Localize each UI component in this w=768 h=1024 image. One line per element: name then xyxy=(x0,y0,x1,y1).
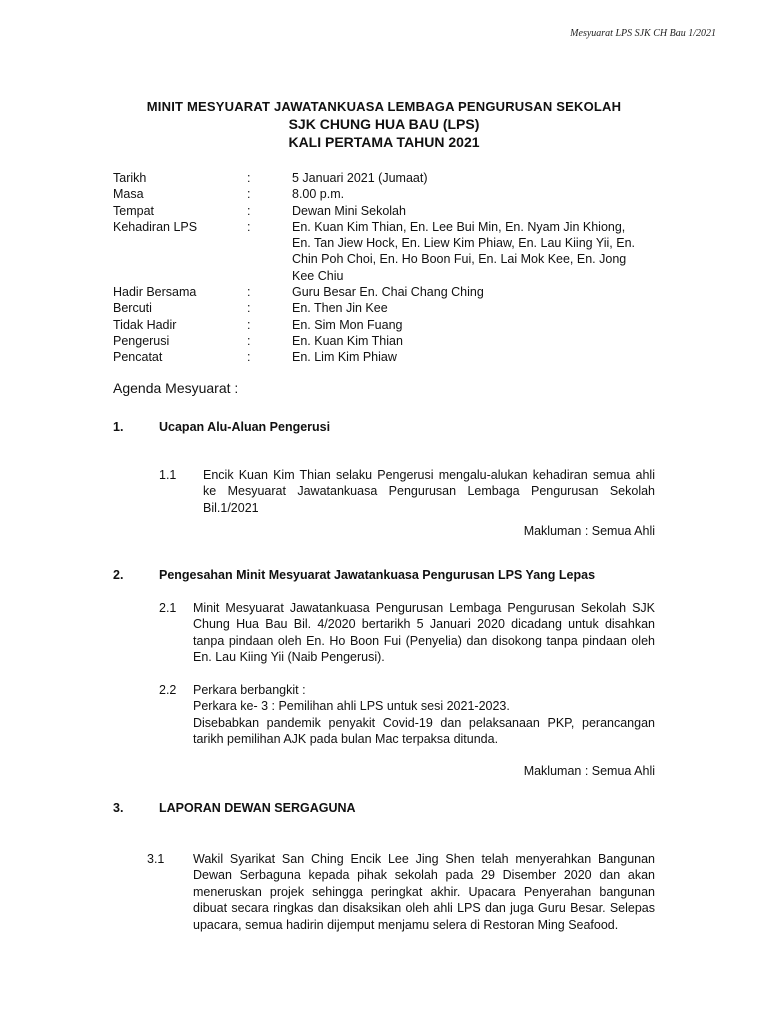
section-heading-1 xyxy=(113,420,330,434)
item-2-2-line-2: Perkara ke- 3 : Pemilihan ahli LPS untuk sesi 2021-2023. xyxy=(193,699,510,714)
info-value: En. Kuan Kim Thian xyxy=(292,333,403,348)
info-value: 8.00 p.m. xyxy=(292,187,345,202)
item-2-2-line-1: Perkara berbangkit : xyxy=(193,683,306,697)
info-row-bercuti xyxy=(113,300,642,316)
section-number: 3. xyxy=(113,801,124,815)
info-label: Tidak Hadir xyxy=(113,317,177,332)
title-line-1: MINIT MESYUARAT JAWATANKUASA LEMBAGA PENGURUSAN SEKOLAH xyxy=(146,99,622,114)
info-colon: : xyxy=(247,350,251,365)
section-number: 2. xyxy=(113,568,124,582)
info-row-tempat xyxy=(113,203,642,219)
section-title: Pengesahan Minit Mesyuarat Jawatankuasa Pengurusan LPS Yang Lepas xyxy=(159,568,596,582)
info-colon: : xyxy=(247,301,251,316)
makluman-note: Makluman : Semua Ahli xyxy=(523,764,655,778)
item-3-1-text: Wakil Syarikat San Ching Encik Lee Jing Shen telah menyerahkan Bangunan Dewan Serbaguna kepada pihak sekolah pada 29 Disember 2020 dan akan meneruskan projek sehingga peringkat akhir. Upacara Penyerahan bangunan dibuat secara ringkas dan disaksikan oleh ahli LPS dan juga Guru Besar. Selepas upacara, semua hadirin dijemput menjamu selera di Restoran Ming Seafood. xyxy=(193,852,655,932)
info-row-kehadiran xyxy=(113,219,642,284)
section-number: 1. xyxy=(113,420,124,434)
info-colon: : xyxy=(247,187,251,202)
info-value: En. Sim Mon Fuang xyxy=(292,317,403,332)
item-2-1-text: Minit Mesyuarat Jawatankuasa Pengurusan Lembaga Pengurusan Sekolah SJK Chung Hua Bau Bil. 4/2020 bertarikh 5 Januari 2020 dicadang untuk disahkan tanpa pindaan oleh En. Ho Boon Fui (Penyelia) dan disokong tanpa pindaan oleh En. Lau Kiing Yii (Naib Pengerusi). xyxy=(193,601,655,665)
meeting-info xyxy=(113,170,642,366)
info-label: Kehadiran LPS xyxy=(113,219,198,234)
info-value: En. Then Jin Kee xyxy=(292,301,388,316)
item-number: 2.2 xyxy=(159,683,177,697)
info-row-pencatat xyxy=(113,349,642,365)
section-heading-2 xyxy=(113,568,595,582)
info-colon: : xyxy=(247,219,251,234)
item-1-1-text: Encik Kuan Kim Thian selaku Pengerusi mengalu-alukan kehadiran semua ahli ke Mesyuarat Jawatankuasa Pengurusan Lembaga Pengurusan Sekolah Bil.1/2021 xyxy=(203,468,655,515)
info-row-tidak-hadir xyxy=(113,317,642,333)
header-reference: Mesyuarat LPS SJK CH Bau 1/2021 xyxy=(570,28,716,39)
makluman-note: Makluman : Semua Ahli xyxy=(523,524,655,538)
info-colon: : xyxy=(247,285,251,300)
info-colon: : xyxy=(247,203,251,218)
info-colon: : xyxy=(247,171,251,185)
item-2-2-block xyxy=(193,682,655,748)
info-value: Dewan Mini Sekolah xyxy=(292,203,406,218)
title-line-3: KALI PERTAMA TAHUN 2021 xyxy=(288,134,480,150)
info-value: Guru Besar En. Chai Chang Ching xyxy=(292,285,484,300)
info-value: En. Kuan Kim Thian, En. Lee Bui Min, En. Nyam Jin Khiong, En. Tan Jiew Hock, En. Liew Kim Phiaw, En. Lau Kiing Yii, En. Chin Poh Choi, En. Ho Boon Fui, En. Lai Mok Kee, En. Jong Kee Chiu xyxy=(292,219,635,283)
info-value: En. Lim Kim Phiaw xyxy=(292,350,397,365)
agenda-heading: Agenda Mesyuarat : xyxy=(113,380,239,396)
item-2-2-line-3: Disebabkan pandemik penyakit Covid-19 dan pelaksanaan PKP, perancangan tarikh pemilihan AJK pada bulan Mac terpaksa ditunda. xyxy=(193,715,655,747)
info-label: Bercuti xyxy=(113,301,152,316)
info-value: 5 Januari 2021 (Jumaat) xyxy=(292,171,428,185)
info-label: Hadir Bersama xyxy=(113,285,197,300)
section-heading-3 xyxy=(113,801,356,815)
info-label: Tarikh xyxy=(113,171,147,185)
info-row-masa xyxy=(113,186,642,202)
info-colon: : xyxy=(247,333,251,348)
info-row-hadir-bersama xyxy=(113,284,642,300)
document-page: Mesyuarat LPS SJK CH Bau 1/2021 MINIT MESYUARAT JAWATANKUASA LEMBAGA PENGURUSAN SEKOLAH SJK CHUNG HUA BAU (LPS) KALI PERTAMA TAHUN 2021 Tarikh : 5 Januari 2021 (Jumaat) Masa : 8.00 p.m. Tempat : Dewan Mini Sekolah Kehadiran LPS : En. Kuan Kim Thian, En. Lee Bui Min, En. Nyam Jin Khiong, En. Tan Jiew Hock, En. Liew Kim Phiaw, En. Lau Kiing Yii, En. Chin Poh Choi, En. Ho Boon Fui, En. Lai Mok Kee, En. Jong Kee Chiu Hadir Bersama : Guru Besar En. Chai Chang Ching Bercuti : En. Then Jin Kee Tidak Hadir : En. Sim Mon Fuang Pengerusi : En. Kuan Kim Thian Pencatat : En. Lim Kim Phiaw Agenda Mesyuarat : 1. Ucapan Alu-Aluan Pengerusi 1.1 Encik Kuan Kim Thian selaku Pengerusi mengalu-alukan kehadiran semua ahli ke Mesyuarat Jawatankuasa Pengurusan Lembaga Pengurusan Sekolah Bil.1/2021 Makluman : Semua Ahli 2. Pengesahan Minit Mesyuarat Jawatankuasa Pengurusan LPS Yang Lepas 2.1 Minit Mesyuarat Jawatankuasa Pengurusan Lembaga Pengurusan Sekolah SJK Chung Hua Bau Bil. 4/2020 bertarikh 5 Januari 2020 dicadang untuk disahkan tanpa pindaan oleh En. Ho Boon Fui (Penyelia) dan disokong tanpa pindaan oleh En. Lau Kiing Yii (Naib Pengerusi). 2.2 Perkara berbangkit : Perkara ke- 3 : Pemilihan ahli LPS untuk sesi 2021-2023. Disebabkan pandemik penyakit Covid-19 dan pelaksanaan PKP, perancangan tarikh pemilihan AJK pada bulan Mac terpaksa ditunda. Makluman : Semua Ahli 3. LAPORAN DEWAN SERGAGUNA 3.1 Wakil Syarikat San Ching Encik Lee Jing Shen telah menyerahkan Bangunan Dewan Serbaguna kepada pihak sekolah pada 29 Disember 2020 dan akan meneruskan projek sehingga peringkat akhir. Upacara Penyerahan bangunan dibuat secara ringkas dan disaksikan oleh ahli LPS dan juga Guru Besar. Selepas upacara, semua hadirin dijemput menjamu selera di Restoran Ming Seafood. xyxy=(0,0,768,1024)
item-number: 3.1 xyxy=(147,852,165,866)
section-title: LAPORAN DEWAN SERGAGUNA xyxy=(159,801,356,815)
item-number: 2.1 xyxy=(159,601,177,615)
info-row-pengerusi xyxy=(113,333,642,349)
info-row-tarikh xyxy=(113,170,642,186)
info-label: Pengerusi xyxy=(113,333,170,348)
info-colon: : xyxy=(247,317,251,332)
section-title: Ucapan Alu-Aluan Pengerusi xyxy=(159,420,331,434)
title-line-2: SJK CHUNG HUA BAU (LPS) xyxy=(288,116,480,132)
info-label: Tempat xyxy=(113,203,154,218)
info-label: Masa xyxy=(113,187,144,202)
info-label: Pencatat xyxy=(113,350,163,365)
